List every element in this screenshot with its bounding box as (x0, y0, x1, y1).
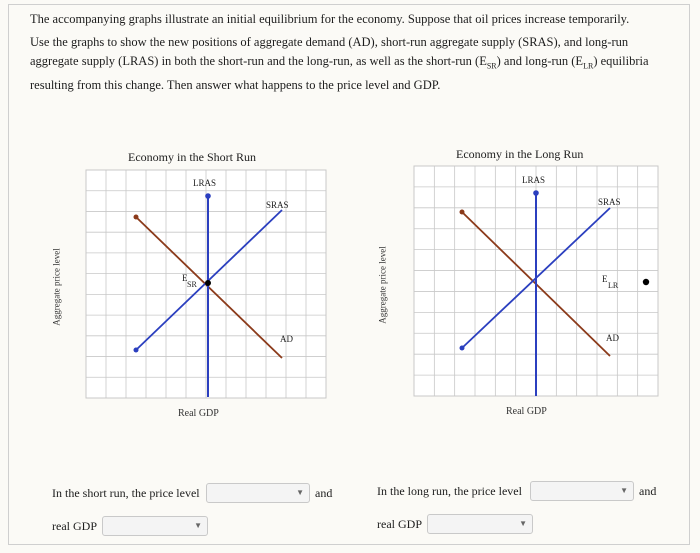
short-run-eq-subscript: SR (187, 280, 197, 289)
short-run-eq-label: E (182, 273, 188, 283)
chevron-down-icon: ▼ (296, 488, 304, 497)
short-run-y-axis-label: Aggregate price level (51, 248, 62, 326)
q2-gdp-label: real GDP (377, 517, 422, 531)
long-run-ad-label: AD (606, 333, 619, 343)
chevron-down-icon: ▼ (620, 486, 628, 495)
long-run-eq-label: E (602, 274, 608, 284)
q1-gdp-label: real GDP (52, 519, 97, 533)
q2-and: and (639, 484, 657, 498)
long-run-x-axis-label: Real GDP (506, 406, 547, 417)
q2-prefix: In the long run, the price level (377, 484, 522, 498)
q1-and: and (315, 486, 333, 500)
chevron-down-icon: ▼ (519, 519, 527, 528)
short-run-lras-label: LRAS (193, 178, 217, 188)
long-run-sras-handle[interactable] (460, 346, 465, 351)
q1-gdp-dropdown[interactable] (102, 516, 208, 536)
long-run-lras-handle[interactable] (533, 190, 539, 196)
short-run-sras-handle[interactable] (134, 348, 139, 353)
q1-prefix: In the short run, the price level (52, 486, 200, 500)
short-run-lras-handle[interactable] (205, 193, 211, 199)
chevron-down-icon: ▼ (194, 521, 202, 530)
short-run-equilibrium-point[interactable] (205, 280, 211, 286)
short-run-x-axis-label: Real GDP (178, 408, 219, 419)
long-run-title: Economy in the Long Run (456, 147, 584, 161)
intro-line-1: The accompanying graphs illustrate an initial equilibrium for the economy. Suppose that oil prices increase temporarily. (30, 12, 630, 26)
long-run-ad-handle[interactable] (460, 210, 465, 215)
long-run-lras-label: LRAS (522, 175, 546, 185)
short-run-ad-handle[interactable] (134, 215, 139, 220)
short-run-ad-label: AD (280, 334, 293, 344)
long-run-y-axis-label: Aggregate price level (377, 246, 388, 324)
q2-price-level-dropdown[interactable] (530, 481, 634, 501)
long-run-sras-label: SRAS (598, 197, 621, 207)
q2-gdp-dropdown[interactable] (427, 514, 533, 534)
long-run-eq-subscript: LR (608, 281, 619, 290)
short-run-sras-label: SRAS (266, 200, 289, 210)
long-run-equilibrium-point[interactable] (643, 279, 649, 285)
short-run-title: Economy in the Short Run (128, 150, 256, 164)
intro-line-2: Use the graphs to show the new positions of aggregate demand (AD), short-run aggregate supply (SRAS), and long-run aggregate supply (LRAS) in both the short-run and the long-run, as well as the short-run $(E_{SR})$ and long-run $(E_{LR})$ equilibria resulting from this change. Then answer what happens to the price level and GDP. (30, 35, 649, 92)
q1-price-level-dropdown[interactable] (206, 483, 310, 503)
